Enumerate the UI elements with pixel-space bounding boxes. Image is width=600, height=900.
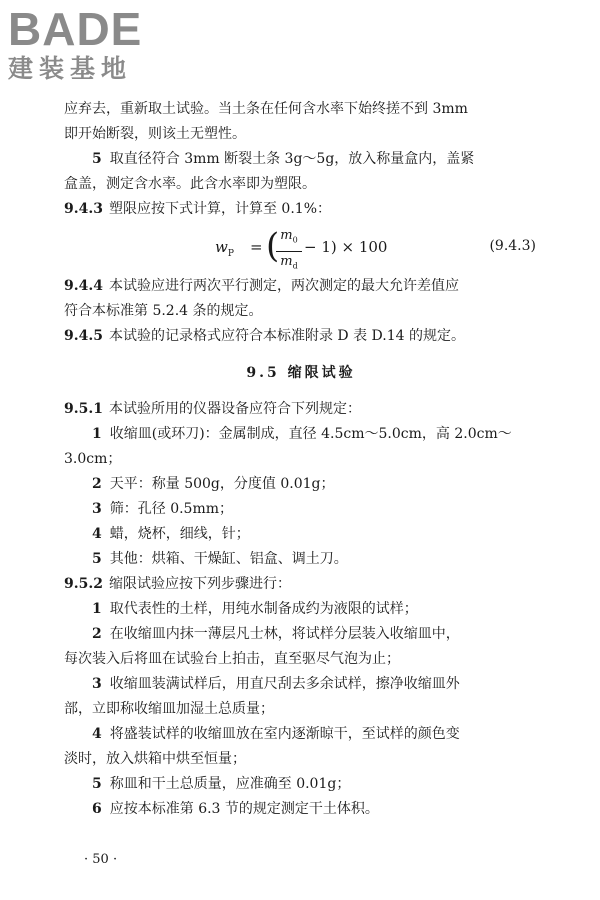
item-number: 5 (92, 151, 102, 167)
item-text: 将盛装试样的收缩皿放在室内逐渐晾干，至试样的颜色变 (109, 726, 460, 742)
item-number: 5 (92, 776, 102, 792)
item-number: 1 (92, 601, 102, 617)
clause-9-4-5 (64, 324, 538, 349)
item-text: 其他：烘箱、干燥缸、铝盒、调土刀。 (109, 551, 348, 567)
clause-9-5-1 (64, 397, 538, 422)
clause-number: 9.4.4 (64, 278, 103, 294)
list-item (64, 522, 538, 547)
section-heading: 9.5 缩限试验 (246, 365, 356, 381)
formula-label: (9.4.3) (489, 238, 536, 254)
page-body (64, 97, 538, 822)
list-item (64, 797, 538, 822)
text-line: 即开始断裂，则该土无塑性。 (64, 126, 246, 142)
list-item (64, 622, 538, 647)
list-item (64, 597, 538, 622)
item-number: 4 (92, 726, 102, 742)
item-text: 收缩皿(或环刀)：金属制成，直径 4.5cm～5.0cm，高 2.0cm～ (109, 426, 512, 442)
item-number: 1 (92, 426, 102, 442)
formula-open-paren: ( (266, 226, 280, 266)
list-item (64, 672, 538, 697)
bade-logo (8, 4, 178, 84)
item-number: 2 (92, 626, 102, 642)
text-line: 3.0cm； (64, 451, 122, 467)
item-number: 5 (92, 551, 102, 567)
item-text: 天平：称量 500g，分度值 0.01g； (109, 476, 335, 492)
logo-text-cn: 建装基地 (8, 54, 133, 83)
clause-text: 本试验的记录格式应符合本标准附录 D 表 D.14 的规定。 (108, 328, 465, 344)
item-text: 筛：孔径 0.5mm； (109, 501, 234, 517)
item-text: 取直径符合 3mm 断裂土条 3g～5g，放入称量盒内，盖紧 (109, 151, 475, 167)
text-line: 每次装入后将皿在试验台上拍击，直至驱尽气泡为止； (64, 651, 400, 667)
text-line: 部，立即称收缩皿加湿土总质量； (64, 701, 274, 717)
page-number: · 50 · (84, 852, 118, 867)
clause-text: 缩限试验应按下列步骤进行： (108, 576, 291, 592)
item-number: 3 (92, 676, 102, 692)
clause-text: 塑限应按下式计算，计算至 0.1%： (108, 201, 332, 217)
clause-text: 本试验应进行两次平行测定，两次测定的最大允许差值应 (108, 278, 459, 294)
item-number: 4 (92, 526, 102, 542)
item-text: 蜡，烧杯，细线，针； (109, 526, 250, 542)
formula-fraction: $m_0$ $m_d$ (276, 227, 302, 275)
clause-number: 9.4.5 (64, 328, 103, 344)
clause-number: 9.4.3 (64, 201, 103, 217)
clause-text: 本试验所用的仪器设备应符合下列规定： (108, 401, 361, 417)
item-text: 应按本标准第 6.3 节的规定测定干土体积。 (109, 801, 379, 817)
formula-9-4-3 (64, 226, 538, 270)
list-item (64, 147, 538, 172)
clause-number: 9.5.1 (64, 401, 103, 417)
list-item (64, 722, 538, 747)
formula-lhs: $w_P$ (215, 238, 234, 259)
text-line: 盒盖，测定含水率。此含水率即为塑限。 (64, 176, 316, 192)
list-item (64, 547, 538, 572)
item-text: 在收缩皿内抹一薄层凡士林，将试样分层装入收缩皿中， (109, 626, 460, 642)
item-text: 取代表性的土样，用纯水制备成约为液限的试样； (109, 601, 418, 617)
clause-9-4-3 (64, 197, 538, 222)
clause-9-5-2 (64, 572, 538, 597)
clause-number: 9.5.2 (64, 576, 103, 592)
list-item (64, 772, 538, 797)
item-text: 收缩皿装满试样后，用直尺刮去多余试样，擦净收缩皿外 (109, 676, 460, 692)
list-item (64, 497, 538, 522)
list-item (64, 422, 538, 447)
item-text: 称皿和干土总质量，应准确至 0.01g； (109, 776, 351, 792)
item-number: 2 (92, 476, 102, 492)
item-number: 3 (92, 501, 102, 517)
formula-rest: − 1) × 100 (304, 238, 388, 256)
clause-9-4-4 (64, 274, 538, 299)
text-line: 淡时，放入烘箱中烘至恒量； (64, 751, 246, 767)
item-number: 6 (92, 801, 102, 817)
formula-equals: = (250, 238, 263, 256)
logo-text-en: BADE (8, 3, 143, 55)
list-item (64, 472, 538, 497)
text-line: 符合本标准第 5.2.4 条的规定。 (64, 303, 263, 319)
text-line: 应弃去，重新取土试验。当土条在任何含水率下始终搓不到 3mm (64, 101, 468, 117)
